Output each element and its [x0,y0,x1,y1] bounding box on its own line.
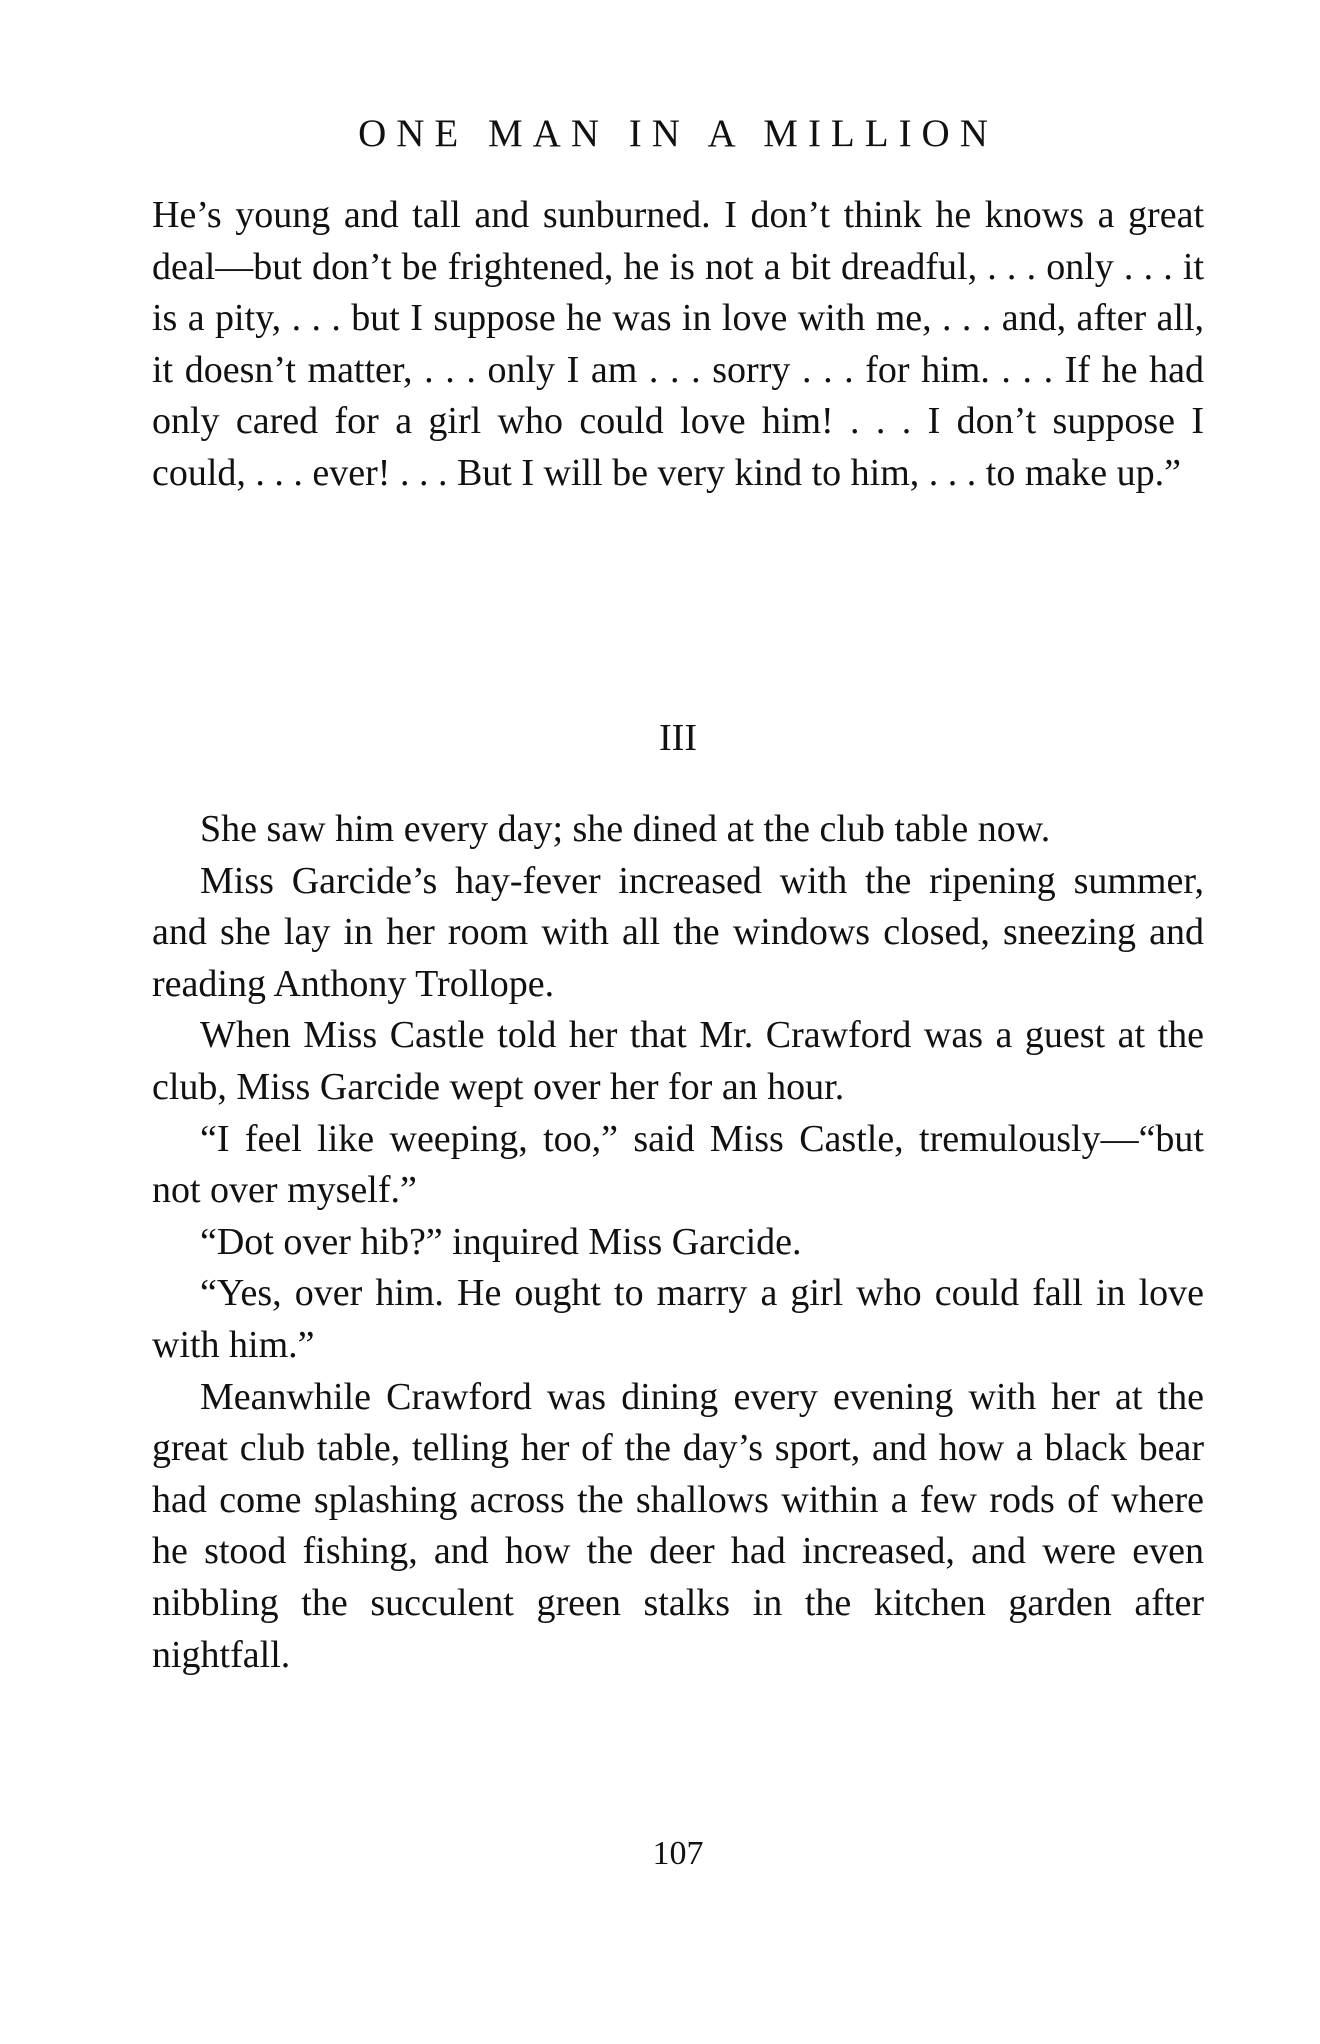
page-number: 107 [652,1835,704,1872]
section-text-block [152,804,1204,1681]
paragraph: When Miss Castle told her that Mr. Crawford was a guest at the club, Miss Garcide wept over her for an hour. [152,1014,1204,1108]
paragraph: Meanwhile Crawford was dining every evening with her at the great club table, telling her of the day’s sport, and how a black bear had come splashing across the shallows within a few rods of where he stood fishing, and how the deer had increased, and were even nibbling the succulent green stalks in the kitchen garden after nightfall. [152,1375,1204,1676]
paragraph: “Yes, over him. He ought to marry a girl who could fall in love with him.” [152,1272,1204,1366]
paragraph: “Dot over hib?” inquired Miss Garcide. [200,1220,802,1263]
paragraph: He’s young and tall and sunburned. I don’t think he knows a great deal—but don’t be frightened, he is not a bit dreadful, . . . only . . . it is a pity, . . . but I suppose he was in love with me, . . . and, after all, it doesn’t matter, . . . only I am . . . sorry . . . for him. . . . If he had only cared for a girl who could love him! . . . I don’t suppose I could, . . . ever! . . . But I will be very kind to him, . . . to make up.” [152,194,1204,494]
paragraph: She saw him every day; she dined at the club table now. [200,808,1051,850]
running-head: ONE MAN IN A MILLION [358,112,998,155]
opening-text-block [152,190,1204,500]
paragraph: “I feel like weeping, too,” said Miss Castle, tremulously—“but not over myself.” [152,1117,1204,1212]
paragraph: Miss Garcide’s hay-fever increased with the ripening summer, and she lay in her room with all the windows closed, sneezing and reading Anthony Trollope. [152,859,1204,1005]
section-heading: III [659,717,697,759]
